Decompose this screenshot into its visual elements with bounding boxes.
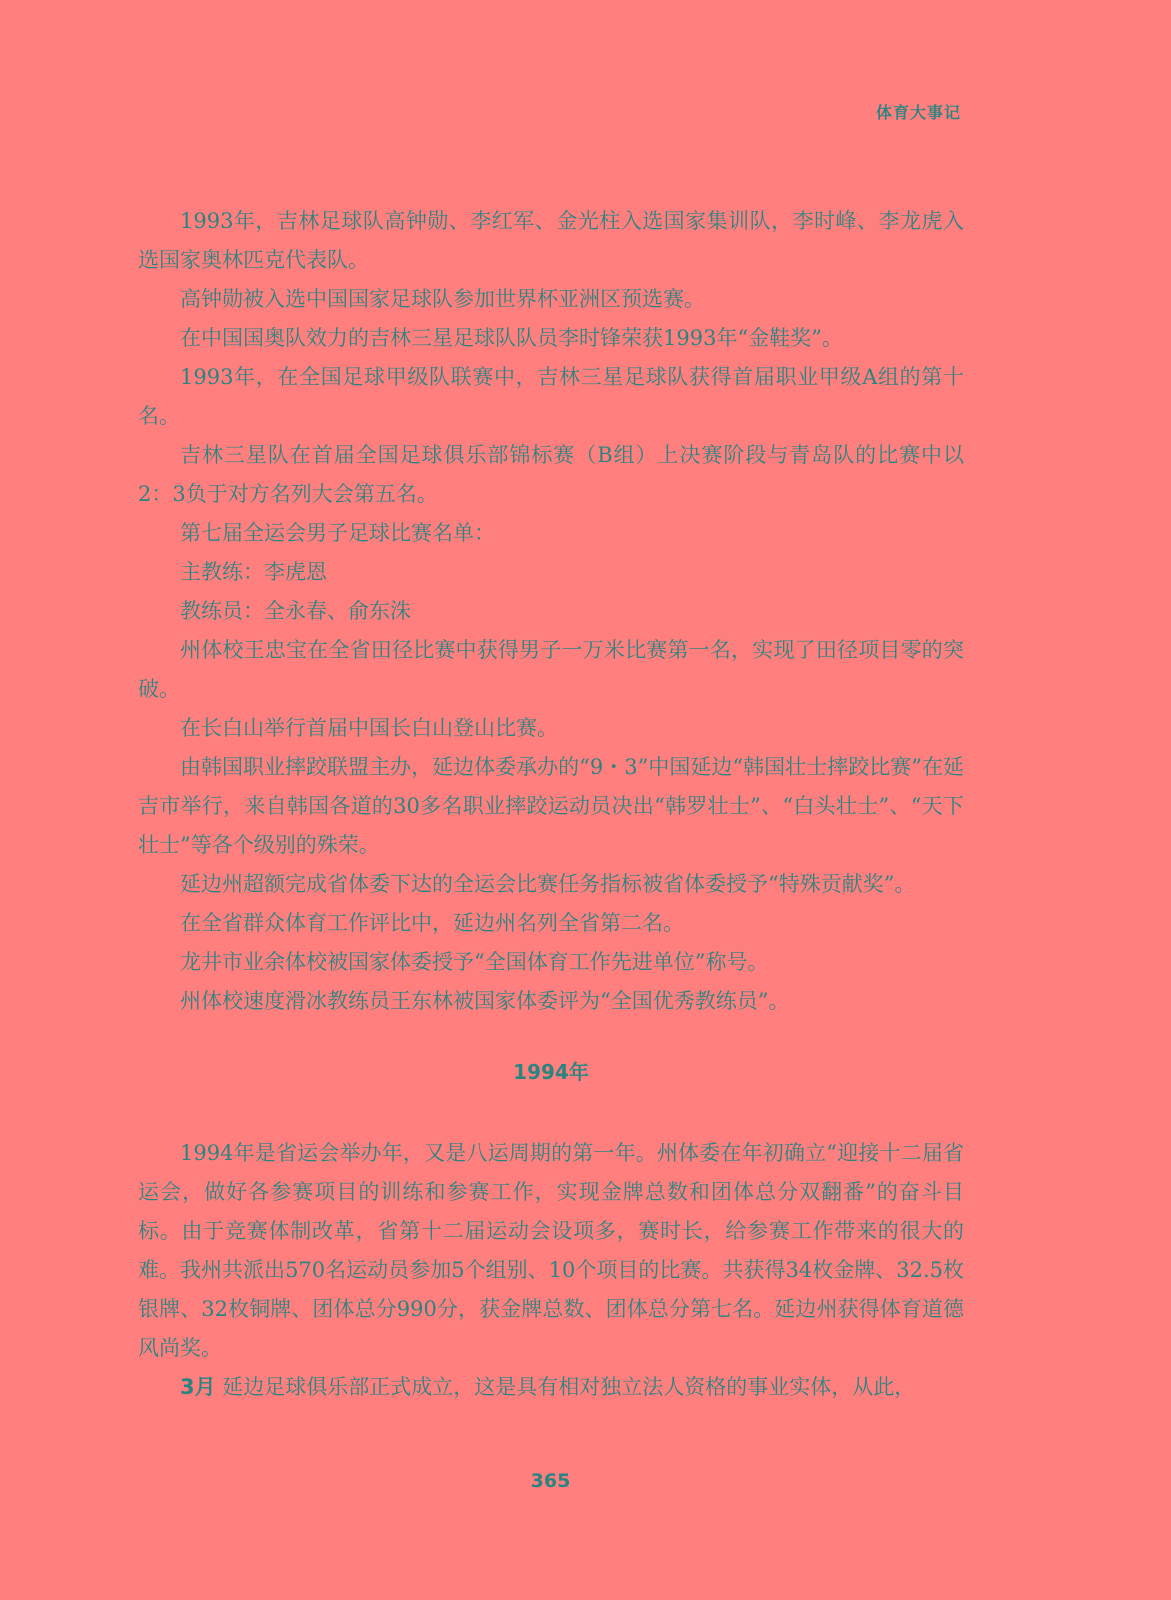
paragraph: 在全省群众体育工作评比中，延边州名列全省第二名。 [180, 911, 684, 935]
paragraph: 第七届全运会男子足球比赛名单： [180, 521, 495, 545]
running-header: 体育大事记 [875, 103, 961, 122]
paragraph: 延边州超额完成省体委下达的全运会比赛任务指标被省体委授予“特殊贡献奖”。 [180, 872, 916, 896]
paragraph: 1994年是省运会举办年，又是八运周期的第一年。州体委在年初确立“迎接十二届省运会，做好各参赛项目的训练和参赛工作，实现金牌总数和团体总分双翻番”的奋斗目标。由于竞赛体制改革，省第十二届运动会设项多，赛时长，给参赛工作带来的很大的难。我州共派出570名运动员参加5个组别、10个项目的比赛。共获得34枚金牌、32.5枚银牌、32枚铜牌、团体总分990分，获金牌总数、团体总分第七名。延边州获得体育道德风尚奖。 [138, 1141, 964, 1360]
paragraph: 在长白山举行首届中国长白山登山比赛。 [180, 716, 558, 740]
paragraph: 由韩国职业摔跤联盟主办，延边体委承办的“9・3”中国延边“韩国壮士摔跤比赛”在延吉市举行，来自韩国各道的30多名职业摔跤运动员决出“韩罗壮士”、“白头壮士”、“天下壮士”等各个级别的殊荣。 [138, 755, 964, 857]
paragraph: 教练员：全永春、俞东洙 [180, 599, 411, 623]
paragraph: 主教练：李虎恩 [180, 560, 327, 584]
paragraph: 高钟勋被入选中国国家足球队参加世界杯亚洲区预选赛。 [180, 287, 705, 311]
paragraph: 州体校王忠宝在全省田径比赛中获得男子一万米比赛第一名，实现了田径项目零的突破。 [138, 638, 964, 701]
paragraph: 1993年，在全国足球甲级队联赛中，吉林三星足球队获得首届职业甲级A组的第十名。 [138, 365, 964, 428]
page-number: 365 [530, 1470, 571, 1492]
paragraph-text: 延边足球俱乐部正式成立，这是具有相对独立法人资格的事业实体，从此， [215, 1375, 916, 1399]
paragraph: 州体校速度滑冰教练员王东林被国家体委评为“全国优秀教练员”。 [180, 989, 790, 1013]
paragraph: 吉林三星队在首届全国足球俱乐部锦标赛（B组）上决赛阶段与青岛队的比赛中以2：3负于对方名列大会第五名。 [138, 443, 964, 506]
section-heading-1994: 1994年 [513, 1060, 589, 1084]
page-body [138, 202, 964, 1407]
paragraph: 在中国国奥队效力的吉林三星足球队队员李时锋荣获1993年“金鞋奖”。 [180, 326, 843, 350]
paragraph: 1993年，吉林足球队高钟勋、李红军、金光柱入选国家集训队，李时峰、李龙虎入选国家奥林匹克代表队。 [138, 209, 964, 272]
paragraph: 龙井市业余体校被国家体委授予“全国体育工作先进单位”称号。 [180, 950, 769, 974]
paragraph-march [138, 1368, 964, 1407]
month-label: 3月 [180, 1375, 216, 1399]
